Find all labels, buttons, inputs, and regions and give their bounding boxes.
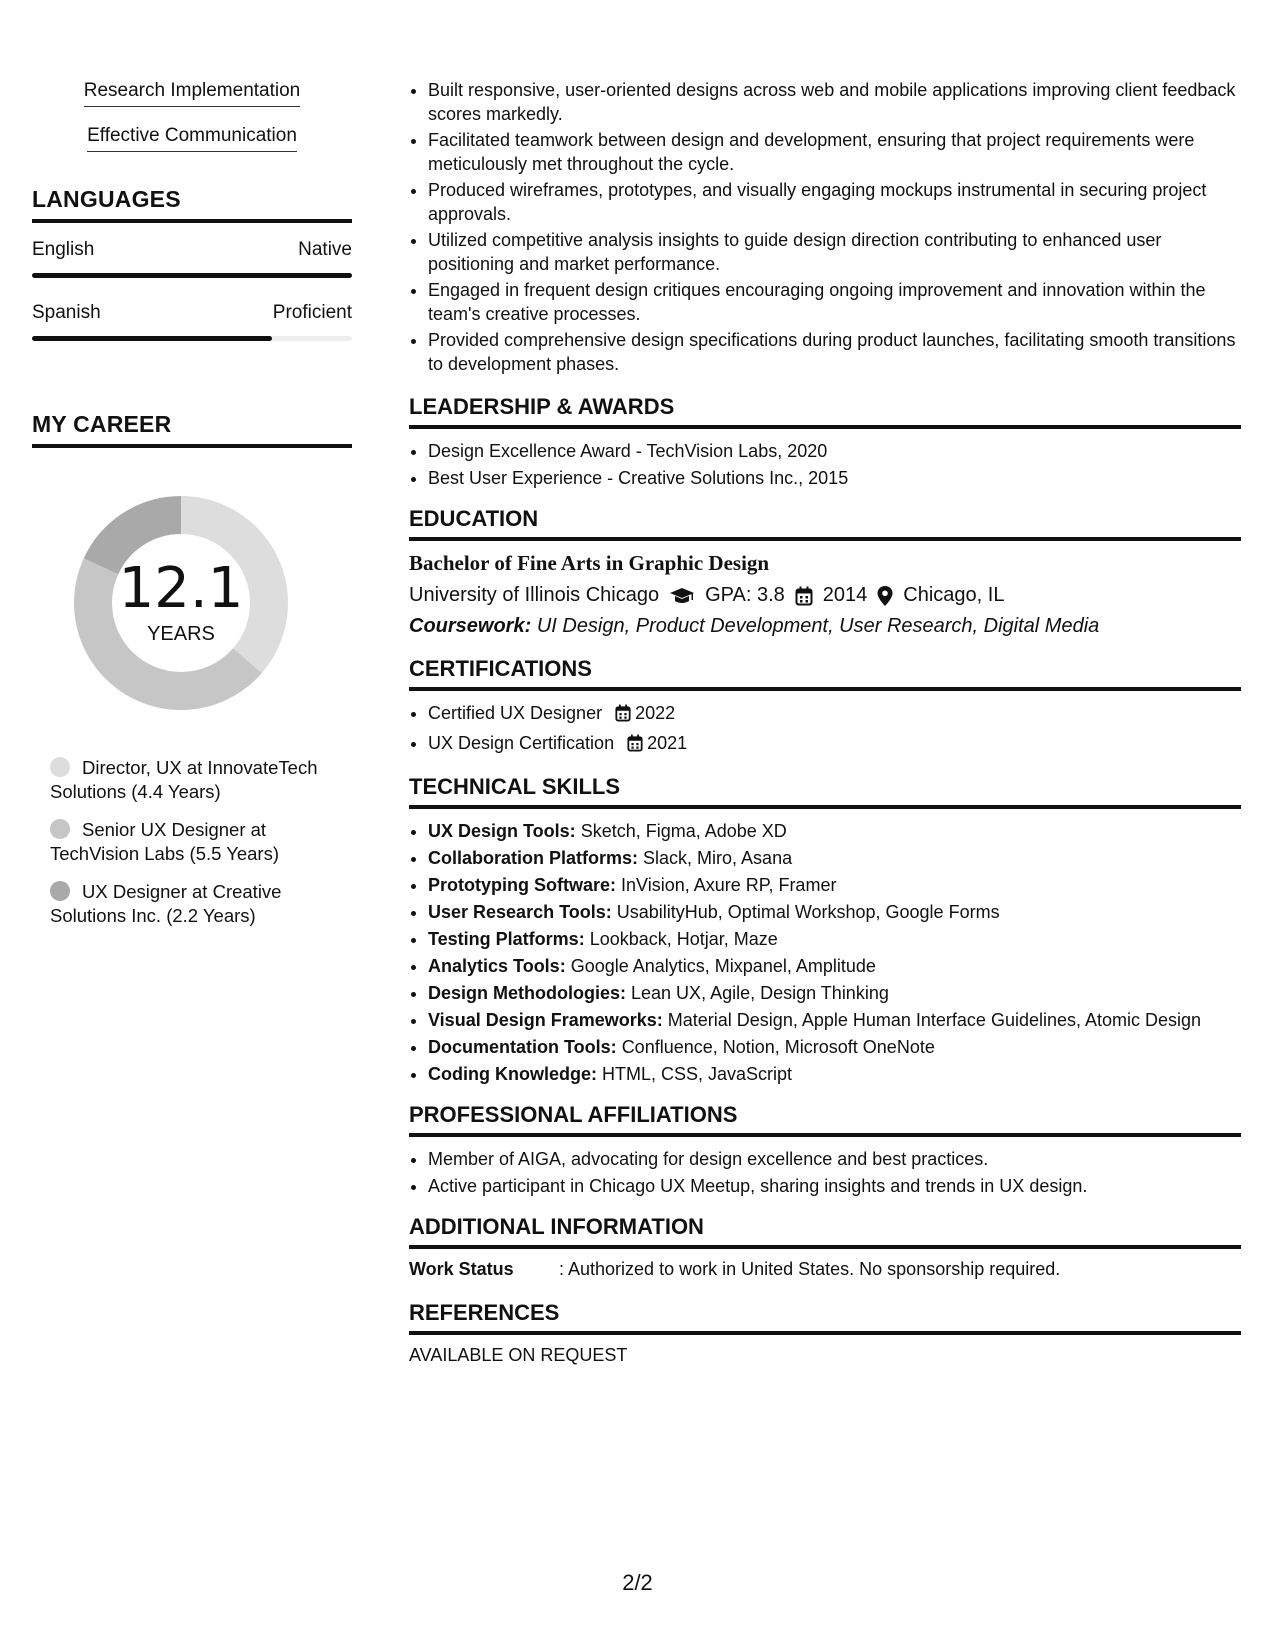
tech-skill-label: Visual Design Frameworks: — [428, 1010, 663, 1030]
career-label: Senior UX Designer at TechVision Labs (5.5 Years) — [50, 819, 280, 864]
language-proficiency-fill — [32, 336, 272, 341]
tech-skill-label: Prototyping Software: — [428, 875, 616, 895]
career-legend-item — [50, 880, 340, 928]
right-column — [409, 78, 1241, 1366]
certification-item — [428, 701, 1241, 728]
coursework-value: UI Design, Product Development, User Research, Digital Media — [536, 615, 1100, 637]
career-donut-chart — [66, 488, 296, 718]
tech-skill-value: Confluence, Notion, Microsoft OneNote — [621, 1037, 935, 1057]
work-status-value: : Authorized to work in United States. No sponsorship required. — [559, 1259, 1061, 1279]
language-proficiency-bar — [32, 336, 352, 341]
coursework-label: Coursework: — [409, 615, 532, 637]
calendar-icon — [627, 734, 643, 758]
school-name: University of Illinois Chicago — [409, 584, 660, 606]
career-total: 12.1 — [118, 555, 244, 621]
skill-tag — [32, 80, 352, 107]
certification-name: UX Design Certification — [428, 733, 615, 753]
tech-skill-value: Lookback, Hotjar, Maze — [589, 929, 778, 949]
tech-skill-value: UsabilityHub, Optimal Workshop, Google Forms — [616, 902, 1000, 922]
page-number: 2/2 — [622, 1570, 653, 1595]
tech-skill-value: HTML, CSS, JavaScript — [602, 1064, 793, 1084]
career-legend-item — [50, 756, 340, 804]
tech-skill-value: Google Analytics, Mixpanel, Amplitude — [570, 956, 876, 976]
calendar-icon — [615, 704, 631, 728]
coursework — [409, 615, 1241, 638]
certification-year: 2021 — [647, 733, 688, 753]
left-column — [32, 80, 352, 942]
affiliations-heading: PROFESSIONAL AFFILIATIONS — [409, 1102, 1241, 1137]
language-item — [32, 239, 352, 278]
languages-heading: LANGUAGES — [32, 186, 352, 223]
skill-label: Effective Communication — [87, 125, 297, 152]
legend-dot — [50, 819, 70, 839]
education-details — [409, 584, 1241, 607]
affiliation-item: • Active participant in Chicago UX Meetup, sharing insights and trends in UX design. — [428, 1174, 1241, 1198]
certifications-section — [409, 656, 1241, 758]
language-level: Native — [298, 239, 352, 260]
tech-skill-label: Analytics Tools: — [428, 956, 566, 976]
award-item: • Best User Experience - Creative Solutions Inc., 2015 — [428, 466, 1241, 490]
additional-info-section — [409, 1214, 1241, 1280]
tech-skill-item — [428, 1035, 1241, 1059]
certification-name: Certified UX Designer — [428, 703, 603, 723]
experience-bullet: • Provided comprehensive design specifications during product launches, facilitating smooth transitions to development phases. — [428, 328, 1241, 376]
experience-bullet: • Built responsive, user-oriented designs across web and mobile applications improving client feedback scores markedly. — [428, 78, 1241, 126]
tech-skill-label: Documentation Tools: — [428, 1037, 617, 1057]
affiliation-item: • Member of AIGA, advocating for design excellence and best practices. — [428, 1147, 1241, 1171]
tech-skill-item — [428, 927, 1241, 951]
education-heading: EDUCATION — [409, 506, 1241, 541]
experience-bullet: • Produced wireframes, prototypes, and visually engaging mockups instrumental in securing project approvals. — [428, 178, 1241, 226]
affiliations-section — [409, 1102, 1241, 1198]
certification-item — [428, 731, 1241, 758]
experience-bullet: • Utilized competitive analysis insights to guide design direction contributing to enhanced user positioning and market performance. — [428, 228, 1241, 276]
tech-skill-item — [428, 900, 1241, 924]
graduation-year: 2014 — [822, 584, 868, 606]
tech-skill-value: InVision, Axure RP, Framer — [621, 875, 837, 895]
career-label: UX Designer at Creative Solutions Inc. (2.2 Years) — [50, 881, 282, 926]
tech-skill-item — [428, 819, 1241, 843]
tech-skill-item — [428, 846, 1241, 870]
certifications-heading: CERTIFICATIONS — [409, 656, 1241, 691]
work-status-label: Work Status — [409, 1259, 514, 1279]
experience-bullet: • Engaged in frequent design critiques encouraging ongoing improvement and innovation within the team's creative processes. — [428, 278, 1241, 326]
references-heading: REFERENCES — [409, 1300, 1241, 1335]
skill-tag — [32, 125, 352, 152]
awards-section — [409, 394, 1241, 490]
location-pin-icon — [877, 586, 893, 606]
additional-info-heading: ADDITIONAL INFORMATION — [409, 1214, 1241, 1249]
tech-skill-value: Slack, Miro, Asana — [643, 848, 793, 868]
language-name: English — [32, 239, 95, 260]
career-legend — [50, 756, 340, 928]
tech-skill-label: Testing Platforms: — [428, 929, 585, 949]
tech-skill-item — [428, 1062, 1241, 1086]
graduation-cap-icon — [669, 586, 695, 606]
tech-skill-label: User Research Tools: — [428, 902, 612, 922]
legend-dot — [50, 757, 70, 777]
tech-skill-item — [428, 954, 1241, 978]
tech-skill-item — [428, 873, 1241, 897]
tech-skill-label: UX Design Tools: — [428, 821, 576, 841]
award-item: • Design Excellence Award - TechVision Labs, 2020 — [428, 439, 1241, 463]
technical-skills-heading: TECHNICAL SKILLS — [409, 774, 1241, 809]
work-status — [409, 1259, 1241, 1280]
tech-skill-value: Lean UX, Agile, Design Thinking — [631, 983, 889, 1003]
tech-skill-value: Material Design, Apple Human Interface Guidelines, Atomic Design — [667, 1010, 1202, 1030]
education-section — [409, 506, 1241, 638]
language-name: Spanish — [32, 302, 101, 323]
tech-skill-label: Coding Knowledge: — [428, 1064, 597, 1084]
experience-bullets — [409, 78, 1241, 376]
degree-title: Bachelor of Fine Arts in Graphic Design — [409, 551, 770, 575]
references-text: AVAILABLE ON REQUEST — [409, 1345, 628, 1365]
tech-skill-label: Collaboration Platforms: — [428, 848, 639, 868]
tech-skill-item — [428, 981, 1241, 1005]
gpa: GPA: 3.8 — [705, 584, 785, 606]
tech-skill-label: Design Methodologies: — [428, 983, 626, 1003]
legend-dot — [50, 881, 70, 901]
awards-heading: LEADERSHIP & AWARDS — [409, 394, 1241, 429]
language-level: Proficient — [272, 302, 352, 323]
references-section — [409, 1300, 1241, 1366]
certification-year: 2022 — [635, 703, 676, 723]
calendar-icon — [795, 586, 813, 606]
career-unit: YEARS — [147, 622, 215, 645]
language-item — [32, 302, 352, 341]
technical-skills-section — [409, 774, 1241, 1086]
experience-bullet: • Facilitated teamwork between design and development, ensuring that project requirements were meticulously met throughout the cycle. — [428, 128, 1241, 176]
language-proficiency-bar — [32, 273, 352, 278]
tech-skill-item — [428, 1008, 1241, 1032]
career-label: Director, UX at InnovateTech Solutions (4.4 Years) — [50, 757, 318, 802]
career-legend-item — [50, 818, 340, 866]
language-proficiency-fill — [32, 273, 352, 278]
skill-label: Research Implementation — [84, 80, 301, 107]
tech-skill-value: Sketch, Figma, Adobe XD — [580, 821, 787, 841]
career-heading: MY CAREER — [32, 411, 352, 448]
school-location: Chicago, IL — [903, 584, 1005, 606]
